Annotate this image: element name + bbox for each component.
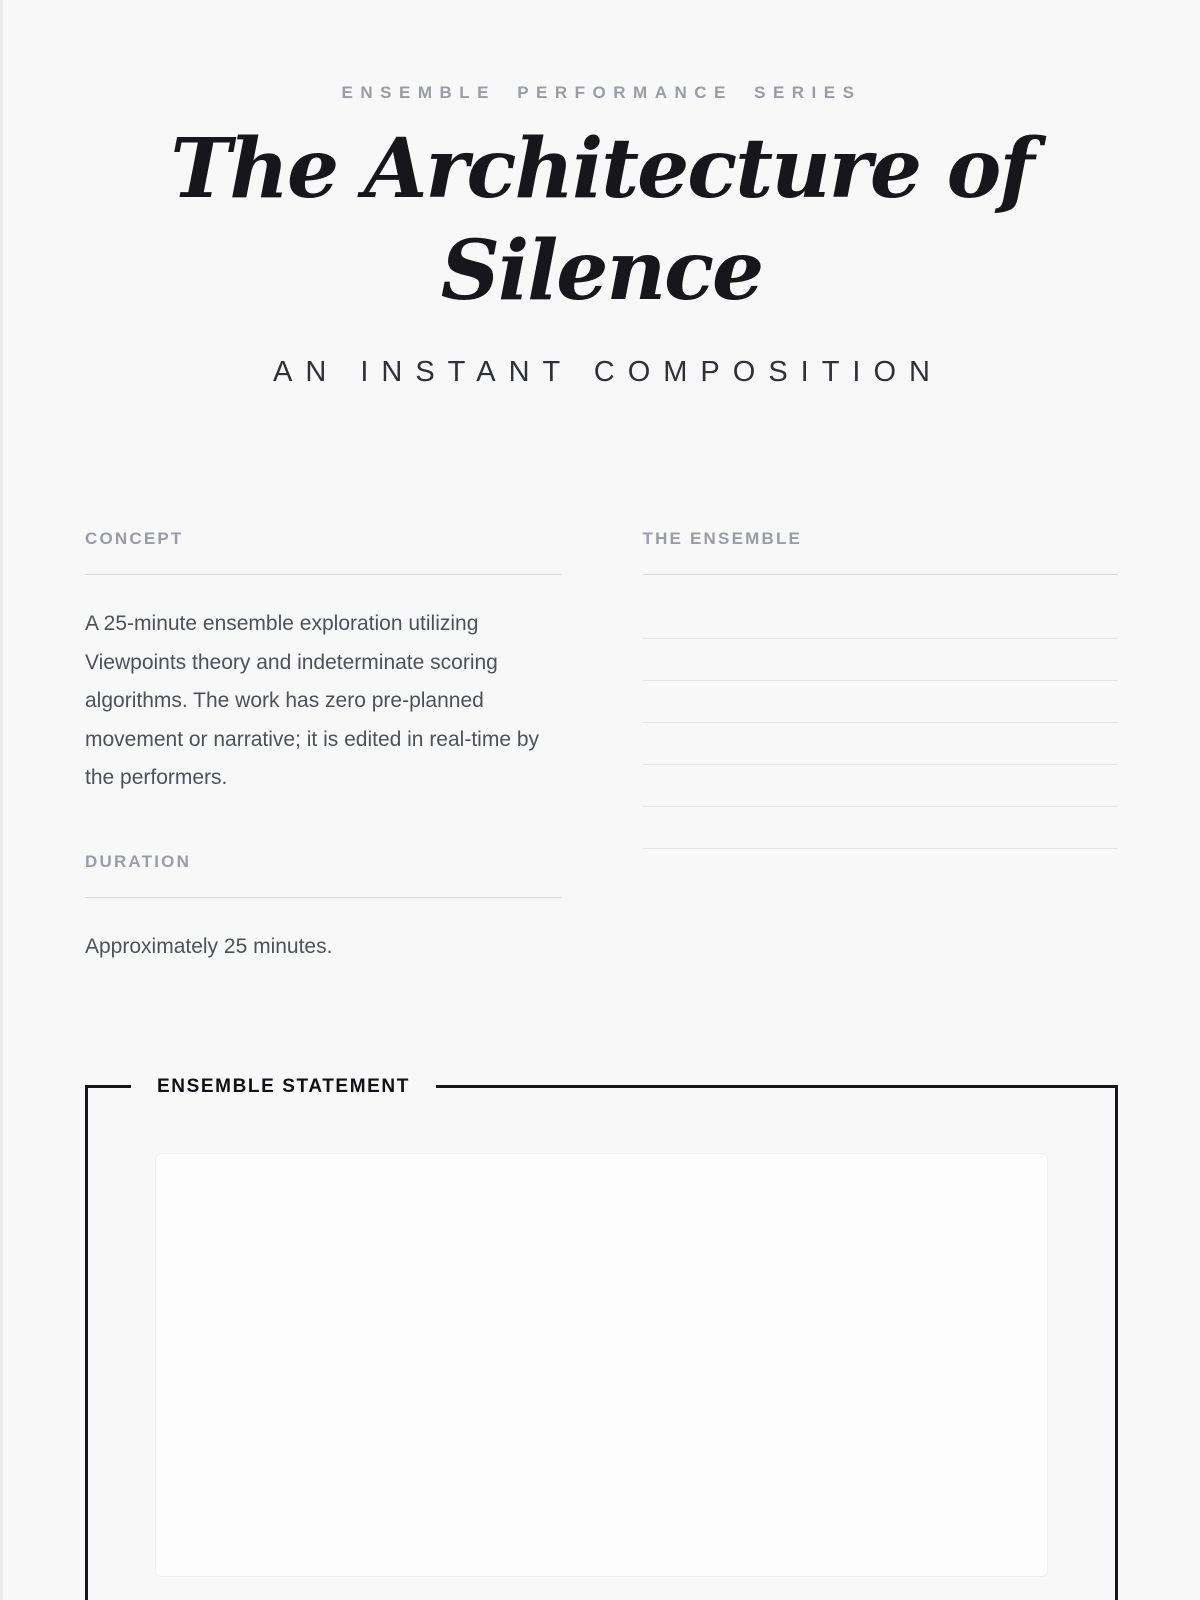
page-title-line-2: Silence: [440, 222, 763, 319]
ensemble-statement-label: ENSEMBLE STATEMENT: [131, 1076, 436, 1098]
ensemble-member-line: [643, 681, 1119, 723]
page-title: [85, 119, 1118, 322]
ensemble-member-line: [643, 639, 1119, 681]
concept-duration-column: [85, 529, 561, 966]
ensemble-section: [643, 529, 1119, 849]
duration-heading: DURATION: [85, 852, 561, 898]
concept-body: A 25-minute ensemble exploration utilizing Viewpoints theory and indeterminate scoring algorithms. The work has zero pre-planned movement or narrative; it is edited in real-time by the performers.: [85, 612, 540, 790]
ensemble-member-list: [643, 597, 1119, 849]
ensemble-member-line: [643, 597, 1119, 639]
ensemble-heading: THE ENSEMBLE: [643, 529, 1119, 575]
series-eyebrow: ENSEMBLE PERFORMANCE SERIES: [341, 83, 862, 102]
ensemble-member-line: [643, 807, 1119, 849]
info-columns: [85, 529, 1118, 966]
program-page: [3, 0, 1200, 1600]
ensemble-member-line: [643, 765, 1119, 807]
ensemble-column: [643, 529, 1119, 849]
ensemble-statement-input[interactable]: [155, 1153, 1048, 1577]
ensemble-statement-box: [85, 1076, 1118, 1600]
ensemble-member-line: [643, 723, 1119, 765]
concept-section: [85, 529, 561, 798]
duration-body: Approximately 25 minutes.: [85, 934, 333, 958]
duration-section: [85, 852, 561, 967]
concept-heading: CONCEPT: [85, 529, 561, 575]
page-title-line-1: The Architecture of: [170, 121, 1033, 217]
page-subtitle: AN INSTANT COMPOSITION: [272, 356, 943, 389]
